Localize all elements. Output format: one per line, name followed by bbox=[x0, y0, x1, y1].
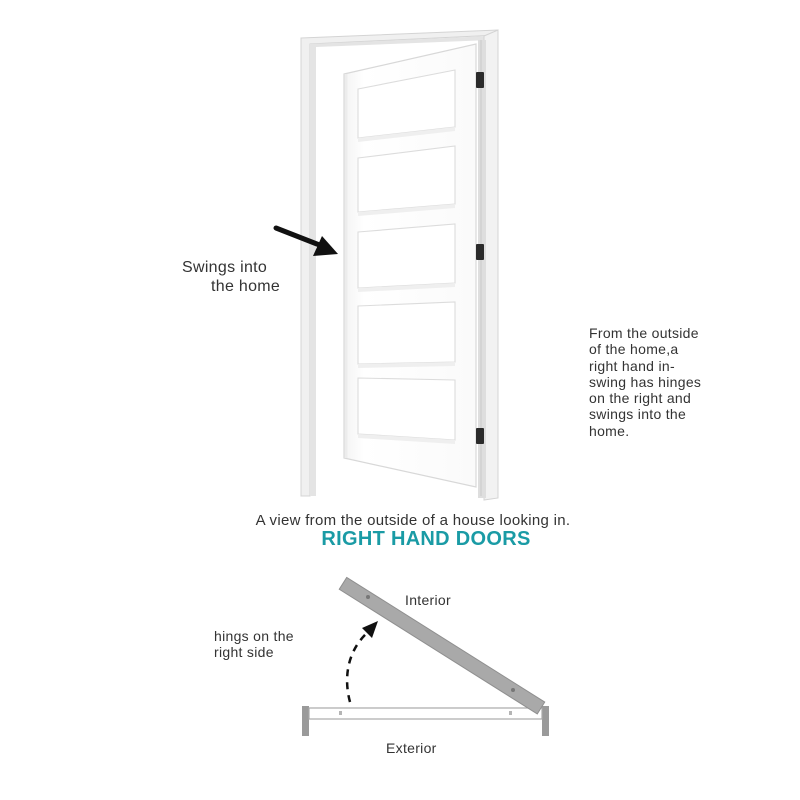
note-line: swings into the bbox=[589, 406, 687, 423]
interior-label: Interior bbox=[405, 592, 451, 608]
note-line: From the outside bbox=[589, 325, 699, 341]
note-line: home. bbox=[589, 422, 630, 439]
hinge-note-line: right side bbox=[214, 644, 274, 660]
note-line: on the right and bbox=[589, 390, 692, 407]
note-line: right hand in- bbox=[589, 357, 675, 374]
left-post bbox=[302, 706, 309, 736]
hinge-side-note bbox=[214, 628, 294, 660]
right-post bbox=[542, 706, 549, 736]
door-panels bbox=[358, 70, 455, 440]
view-caption: A view from the outside of a house looking in. bbox=[255, 512, 571, 529]
page-title: RIGHT HAND DOORS bbox=[321, 528, 531, 550]
swing-caption bbox=[182, 258, 280, 296]
exterior-label: Exterior bbox=[386, 740, 437, 756]
door-leaf bbox=[344, 44, 476, 487]
hinge-middle bbox=[476, 244, 484, 260]
swing-caption-line2: the home bbox=[211, 278, 281, 295]
swing-caption-line1: Swings into bbox=[182, 259, 268, 276]
explanation-note bbox=[589, 325, 729, 439]
hinge-bottom bbox=[476, 428, 484, 444]
note-line: swing has hinges bbox=[589, 373, 702, 390]
hinge-top bbox=[476, 72, 484, 88]
note-line: of the home,a bbox=[589, 341, 679, 358]
dashed-curved-arrow-icon bbox=[347, 632, 368, 702]
hinge-note-line: hings on the bbox=[214, 628, 294, 644]
